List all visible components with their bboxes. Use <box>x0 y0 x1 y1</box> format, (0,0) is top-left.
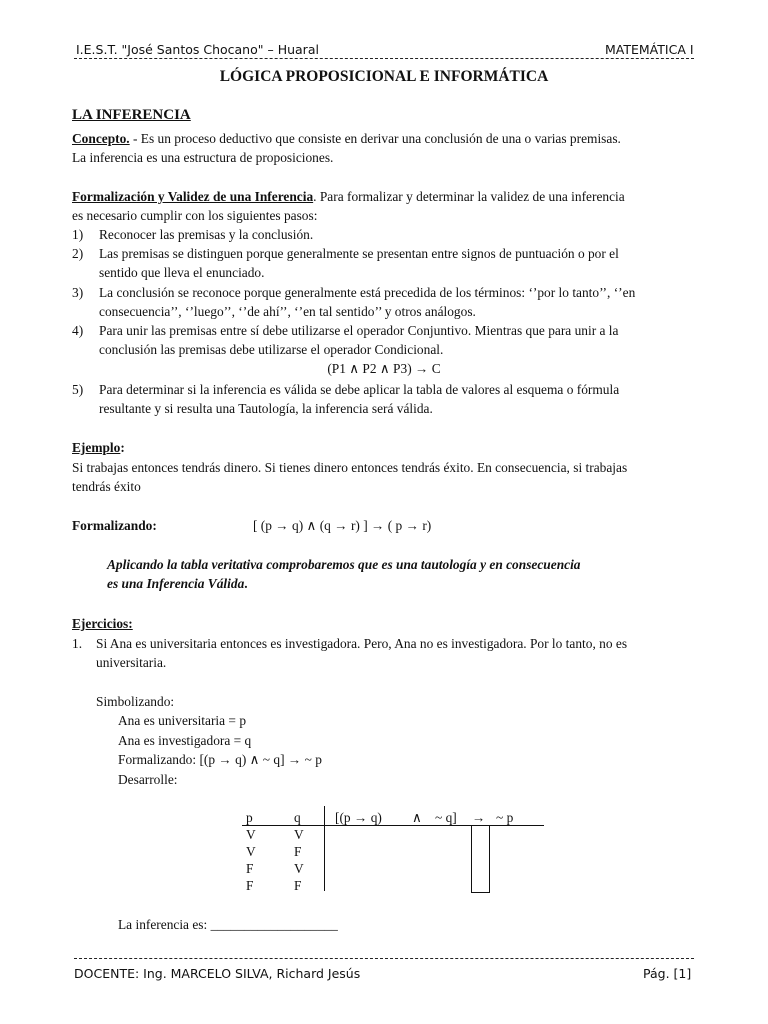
example-heading <box>72 438 125 457</box>
step-number: 2) <box>72 246 84 261</box>
table-head-a: [(p → q) <box>335 810 382 825</box>
header-course: MATEMÁTICA I <box>605 42 694 57</box>
step-number: 3) <box>72 285 84 300</box>
page-title: LÓGICA PROPOSICIONAL E INFORMÁTICA <box>219 68 549 85</box>
step-text: sentido que lleva el enunciado. <box>99 265 265 280</box>
formalizing-label: Formalizando: <box>72 518 157 533</box>
step-text: Para determinar si la inferencia es válida se debe aplicar la tabla de valores al esquema o fórmula <box>99 382 620 397</box>
concept-text: - Es un proceso deductivo que consiste en derivar una conclusión de una o varias premisas. <box>129 131 621 146</box>
result-column-box <box>471 825 490 893</box>
table-divider <box>324 806 325 891</box>
general-formula: (P1 ∧ P2 ∧ P3) → C <box>327 361 441 376</box>
example-formula: [ (p → q) ∧ (q → r) ] → ( p → r) <box>253 518 432 533</box>
footer-page-number: Pág. [1] <box>643 966 692 981</box>
exercise-formula: Formalizando: [(p → q) ∧ ~ q] → ~ p <box>118 752 322 767</box>
concept-line-2: La inferencia es una estructura de proposiciones. <box>72 150 334 165</box>
step-text: resultante y si resulta una Tautología, la inferencia será válida. <box>99 401 433 416</box>
exercise-text-1: Si Ana es universitaria entonces es investigadora. Pero, Ana no es investigadora. Por lo tanto, no es <box>96 636 628 651</box>
formalization-intro <box>72 187 625 206</box>
example-text-2: tendrás éxito <box>72 479 141 494</box>
table-header-rule <box>242 825 544 826</box>
table-head-p: p <box>246 810 253 825</box>
conclusion-period: . <box>244 576 248 591</box>
step-number: 4) <box>72 323 84 338</box>
formalization-intro-text: . Para formalizar y determinar la validez de una inferencia <box>313 189 625 204</box>
step-number: 5) <box>72 382 84 397</box>
symbol-p: Ana es universitaria = p <box>118 713 247 728</box>
example-conclusion-2 <box>107 574 248 593</box>
step-text: conclusión las premisas debe utilizarse el operador Condicional. <box>99 342 444 357</box>
footer-teacher: DOCENTE: Ing. MARCELO SILVA, Richard Jesús <box>74 966 361 981</box>
concept-line-1 <box>72 129 621 148</box>
example-colon: : <box>120 440 125 455</box>
table-cell: V <box>294 827 304 842</box>
table-cell: F <box>246 861 254 876</box>
inference-result-prompt: La inferencia es: ___________________ <box>118 917 338 932</box>
table-cell: F <box>294 844 302 859</box>
table-head-implies: → <box>472 810 486 825</box>
step-text: Para unir las premisas entre sí debe utilizarse el operador Conjuntivo. Mientras que para unir a la <box>99 323 619 338</box>
symbol-q: Ana es investigadora = q <box>118 733 252 748</box>
table-head-not-q: ~ q] <box>435 810 457 825</box>
table-head-and: ∧ <box>412 810 422 825</box>
example-label: Ejemplo <box>72 440 121 455</box>
table-cell: V <box>294 861 304 876</box>
exercises-label: Ejercicios: <box>72 616 133 631</box>
formalization-intro-2: es necesario cumplir con los siguientes pasos: <box>72 208 318 223</box>
concept-label: Concepto. <box>72 131 130 146</box>
formalization-label: Formalización y Validez de una Inferencia <box>72 189 314 204</box>
table-cell: V <box>246 827 256 842</box>
example-text-1: Si trabajas entonces tendrás dinero. Si tienes dinero entonces tendrás éxito. En consecuencia, si trabajas <box>72 460 628 475</box>
step-text: consecuencia’’, ‘’luego’’, ‘’de ahí’’, ‘’en tal sentido’’ y otros análogos. <box>99 304 476 319</box>
step-text: La conclusión se reconoce porque generalmente está precedida de los términos: ‘’por lo tanto’’, ‘’en <box>99 285 636 300</box>
example-conclusion-1: Aplicando la tabla veritativa comprobaremos que es una tautología y en consecuencia <box>107 557 581 572</box>
section-title: LA INFERENCIA <box>72 107 191 123</box>
develop-label: Desarrolle: <box>118 772 178 787</box>
table-cell: F <box>294 878 302 893</box>
table-cell: V <box>246 844 256 859</box>
table-head-q: q <box>294 810 301 825</box>
symbolizing-label: Simbolizando: <box>96 694 175 709</box>
footer-rule <box>74 958 694 959</box>
step-number: 1) <box>72 227 84 242</box>
header-institution: I.E.S.T. "José Santos Chocano" – Huaral <box>76 42 319 57</box>
exercise-text-2: universitaria. <box>96 655 167 670</box>
step-text: Reconocer las premisas y la conclusión. <box>99 227 314 242</box>
step-text: Las premisas se distinguen porque generalmente se presentan entre signos de puntuación o por el <box>99 246 619 261</box>
table-cell: F <box>246 878 254 893</box>
valid-inference-text: es una Inferencia Válida <box>107 576 245 591</box>
exercise-number: 1. <box>72 636 83 651</box>
header-rule <box>74 58 694 59</box>
table-head-not-p: ~ p <box>496 810 514 825</box>
